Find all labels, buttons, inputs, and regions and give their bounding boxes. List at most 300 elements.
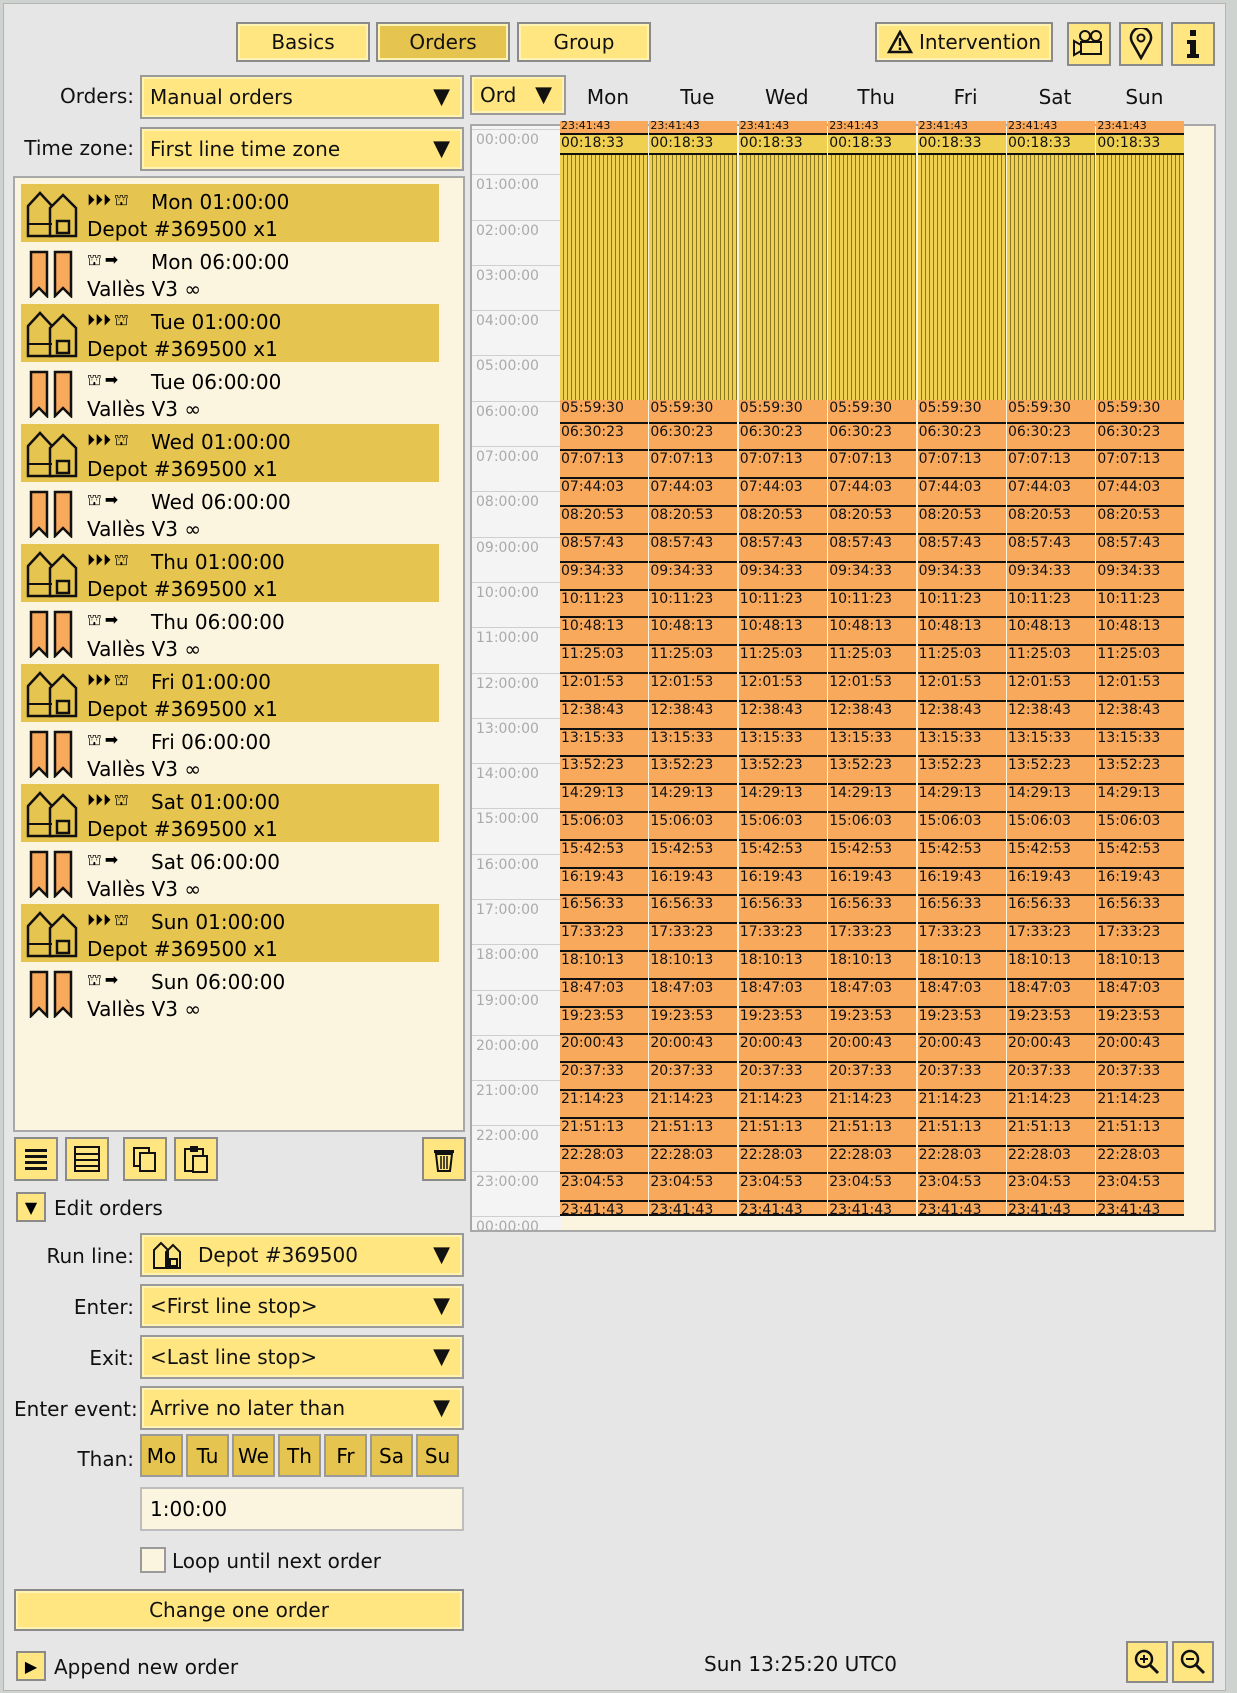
- order-row[interactable]: [21, 364, 439, 422]
- depot-block[interactable]: [739, 135, 827, 400]
- order-row[interactable]: [21, 544, 439, 602]
- departure-cell[interactable]: 18:47:03: [739, 980, 827, 1008]
- order-row[interactable]: [21, 184, 439, 242]
- departure-cell[interactable]: 17:33:23: [739, 924, 827, 952]
- departure-cell[interactable]: 07:07:13: [739, 451, 827, 479]
- departure-cell[interactable]: 12:01:53: [918, 674, 1006, 702]
- departure-cell[interactable]: 08:57:43: [1096, 535, 1184, 563]
- chevron-down-icon: ▼: [433, 1242, 450, 1268]
- departure-cell[interactable]: 05:59:30: [739, 400, 827, 423]
- departure-cell[interactable]: 10:11:23: [918, 591, 1006, 619]
- hour-label: 13:00:00: [476, 720, 539, 737]
- departure-cell[interactable]: 18:47:03: [918, 980, 1006, 1008]
- timetable-day-column: [560, 121, 648, 1217]
- departure-cell[interactable]: 23:41:43: [1096, 121, 1184, 135]
- departure-cell[interactable]: 12:01:53: [1007, 674, 1095, 702]
- departure-cell[interactable]: 15:42:53: [918, 841, 1006, 869]
- departure-cell[interactable]: 12:38:43: [1096, 702, 1184, 730]
- list-view-button[interactable]: [14, 1137, 58, 1181]
- departure-cell[interactable]: 13:52:23: [1096, 757, 1184, 785]
- departure-cell[interactable]: 07:44:03: [828, 479, 916, 507]
- departure-cell[interactable]: 07:07:13: [1096, 451, 1184, 479]
- departure-cell[interactable]: 21:51:13: [918, 1119, 1006, 1147]
- departure-cell[interactable]: 07:07:13: [828, 451, 916, 479]
- hour-label: 07:00:00: [476, 449, 539, 466]
- departure-cell[interactable]: 11:25:03: [649, 646, 737, 674]
- departure-cell[interactable]: 13:52:23: [828, 757, 916, 785]
- departure-cell[interactable]: 08:20:53: [918, 507, 1006, 535]
- departure-cell[interactable]: 21:14:23: [739, 1091, 827, 1119]
- departure-cell[interactable]: 22:28:03: [918, 1147, 1006, 1175]
- order-time: Fri 06:00:00: [151, 730, 272, 754]
- departure-cell[interactable]: 13:15:33: [828, 730, 916, 758]
- departure-cell[interactable]: 21:51:13: [560, 1119, 648, 1147]
- departure-cell[interactable]: 12:38:43: [649, 702, 737, 730]
- time-input[interactable]: [140, 1487, 464, 1531]
- departure-cell[interactable]: 15:42:53: [1096, 841, 1184, 869]
- station-icon: ⛫: [87, 370, 102, 389]
- departure-cell[interactable]: 10:11:23: [649, 591, 737, 619]
- paste-button[interactable]: [174, 1137, 218, 1181]
- intervention-button[interactable]: [875, 22, 1053, 62]
- hour-label: 23:00:00: [476, 1173, 539, 1190]
- departure-cell[interactable]: 20:37:33: [1007, 1063, 1095, 1091]
- departure-cell[interactable]: 07:07:13: [560, 451, 648, 479]
- departure-cell[interactable]: 23:04:53: [1096, 1174, 1184, 1202]
- departure-cell[interactable]: 23:41:43: [739, 1202, 827, 1216]
- order-name: Depot #369500 x1: [87, 697, 278, 721]
- departure-cell[interactable]: 13:52:23: [739, 757, 827, 785]
- depot-block-label: 00:18:33: [918, 135, 1006, 155]
- departure-cell[interactable]: 07:44:03: [1007, 479, 1095, 507]
- departure-cell[interactable]: 18:10:13: [918, 952, 1006, 980]
- departure-cell[interactable]: 12:38:43: [918, 702, 1006, 730]
- departure-cell[interactable]: 16:19:43: [1007, 869, 1095, 897]
- order-time: Wed 06:00:00: [151, 490, 291, 514]
- departure-cell[interactable]: 16:19:43: [649, 869, 737, 897]
- order-row[interactable]: [21, 244, 439, 302]
- departure-cell[interactable]: 07:07:13: [649, 451, 737, 479]
- copy-button[interactable]: [123, 1137, 167, 1181]
- departure-cell[interactable]: 15:42:53: [1007, 841, 1095, 869]
- departure-cell[interactable]: 16:56:33: [828, 896, 916, 924]
- departure-cell[interactable]: 15:42:53: [828, 841, 916, 869]
- departure-cell[interactable]: 13:52:23: [1007, 757, 1095, 785]
- departure-cell[interactable]: 23:41:43: [1007, 121, 1095, 135]
- than-day-button[interactable]: Mo: [140, 1434, 183, 1477]
- departure-cell[interactable]: 16:19:43: [828, 869, 916, 897]
- departure-cell[interactable]: 08:20:53: [828, 507, 916, 535]
- departure-cell[interactable]: 22:28:03: [1096, 1147, 1184, 1175]
- departure-cell[interactable]: 21:14:23: [918, 1091, 1006, 1119]
- hour-label: 17:00:00: [476, 901, 539, 918]
- than-day-button[interactable]: Sa: [370, 1434, 413, 1477]
- departure-cell[interactable]: 05:59:30: [918, 400, 1006, 423]
- departure-cell[interactable]: 10:11:23: [1007, 591, 1095, 619]
- arrow-right-icon: ➡: [104, 730, 119, 749]
- depot-block[interactable]: [1096, 135, 1184, 400]
- depot-block[interactable]: [560, 135, 648, 400]
- departure-cell[interactable]: 06:30:23: [739, 424, 827, 452]
- departure-cell[interactable]: 10:48:13: [560, 618, 648, 646]
- depot-block[interactable]: [1007, 135, 1095, 400]
- departure-cell[interactable]: 23:04:53: [918, 1174, 1006, 1202]
- time-input-value: 1:00:00: [150, 1497, 228, 1521]
- departure-cell[interactable]: 13:52:23: [649, 757, 737, 785]
- departure-cell[interactable]: 13:52:23: [560, 757, 648, 785]
- departure-cell[interactable]: 05:59:30: [560, 400, 648, 423]
- order-row[interactable]: [21, 784, 439, 842]
- departure-cell[interactable]: 17:33:23: [560, 924, 648, 952]
- departure-cell[interactable]: 15:42:53: [560, 841, 648, 869]
- departure-cell[interactable]: 06:30:23: [918, 424, 1006, 452]
- departure-cell[interactable]: 23:41:43: [828, 1202, 916, 1216]
- than-day-button[interactable]: Su: [416, 1434, 459, 1477]
- departure-cell[interactable]: 21:14:23: [828, 1091, 916, 1119]
- departure-cell[interactable]: 23:04:53: [739, 1174, 827, 1202]
- departure-cell[interactable]: 18:10:13: [1007, 952, 1095, 980]
- departure-cell[interactable]: 14:29:13: [1007, 785, 1095, 813]
- departure-cell[interactable]: 08:57:43: [560, 535, 648, 563]
- departure-cell[interactable]: 20:37:33: [649, 1063, 737, 1091]
- departure-cell[interactable]: 21:51:13: [1007, 1119, 1095, 1147]
- departure-cell[interactable]: 18:47:03: [560, 980, 648, 1008]
- departure-cell[interactable]: 09:34:33: [918, 563, 1006, 591]
- departure-cell[interactable]: 20:00:43: [828, 1035, 916, 1063]
- timetable-day-column: [1096, 121, 1184, 1217]
- departure-cell[interactable]: 12:38:43: [739, 702, 827, 730]
- timezone-select[interactable]: [140, 127, 464, 171]
- departure-cell[interactable]: 21:51:13: [739, 1119, 827, 1147]
- departure-cell[interactable]: 16:56:33: [739, 896, 827, 924]
- departure-cell[interactable]: 16:19:43: [739, 869, 827, 897]
- than-day-button[interactable]: Fr: [324, 1434, 367, 1477]
- departure-cell[interactable]: 19:23:53: [739, 1008, 827, 1036]
- info-button[interactable]: [1171, 22, 1215, 66]
- departure-cell[interactable]: 05:59:30: [1007, 400, 1095, 423]
- departure-cell[interactable]: 08:20:53: [649, 507, 737, 535]
- departure-cell[interactable]: 19:23:53: [649, 1008, 737, 1036]
- delete-button[interactable]: [422, 1137, 466, 1181]
- departure-cell[interactable]: 16:56:33: [649, 896, 737, 924]
- departure-cell[interactable]: 17:33:23: [918, 924, 1006, 952]
- depot-block-label: 00:18:33: [1007, 135, 1095, 155]
- departure-cell[interactable]: 09:34:33: [739, 563, 827, 591]
- departure-cell[interactable]: 06:30:23: [1007, 424, 1095, 452]
- copy-icon: [131, 1145, 159, 1173]
- departure-cell[interactable]: 23:41:43: [918, 121, 1006, 135]
- hour-label: 00:00:00: [476, 132, 539, 148]
- order-row[interactable]: [21, 904, 439, 962]
- departure-cell[interactable]: 20:00:43: [1007, 1035, 1095, 1063]
- departure-cell[interactable]: 07:44:03: [649, 479, 737, 507]
- departure-cell[interactable]: 21:51:13: [649, 1119, 737, 1147]
- zoom-out-button[interactable]: [1172, 1641, 1214, 1683]
- departure-cell[interactable]: 19:23:53: [1096, 1008, 1184, 1036]
- order-row[interactable]: [21, 484, 439, 542]
- departure-cell[interactable]: 20:37:33: [560, 1063, 648, 1091]
- departure-cell[interactable]: 23:04:53: [1007, 1174, 1095, 1202]
- departure-cell[interactable]: 15:42:53: [739, 841, 827, 869]
- departure-cell[interactable]: 23:41:43: [649, 121, 737, 135]
- departure-cell[interactable]: 10:11:23: [560, 591, 648, 619]
- departure-cell[interactable]: 23:41:43: [1096, 1202, 1184, 1216]
- departure-cell[interactable]: 21:14:23: [1096, 1091, 1184, 1119]
- departure-cell[interactable]: 06:30:23: [1096, 424, 1184, 452]
- line-icon: [25, 248, 79, 302]
- departure-cell[interactable]: 11:25:03: [828, 646, 916, 674]
- tab-orders[interactable]: Orders: [376, 22, 510, 62]
- departure-cell[interactable]: 22:28:03: [560, 1147, 648, 1175]
- departure-cell[interactable]: 15:06:03: [1096, 813, 1184, 841]
- departure-cell[interactable]: 15:06:03: [1007, 813, 1095, 841]
- departure-cell[interactable]: 12:01:53: [828, 674, 916, 702]
- than-day-button[interactable]: We: [232, 1434, 275, 1477]
- exit-select[interactable]: [140, 1335, 464, 1379]
- departure-cell[interactable]: 20:00:43: [649, 1035, 737, 1063]
- departure-cell[interactable]: 12:01:53: [739, 674, 827, 702]
- departure-cell[interactable]: 05:59:30: [828, 400, 916, 423]
- departure-cell[interactable]: 16:56:33: [560, 896, 648, 924]
- list-detail-button[interactable]: [65, 1137, 109, 1181]
- departure-cell[interactable]: 10:11:23: [739, 591, 827, 619]
- departure-cell[interactable]: 20:00:43: [918, 1035, 1006, 1063]
- departure-cell[interactable]: 07:07:13: [918, 451, 1006, 479]
- order-row[interactable]: [21, 844, 439, 902]
- departure-cell[interactable]: 09:34:33: [1007, 563, 1095, 591]
- departure-cell[interactable]: 23:41:43: [560, 121, 648, 135]
- departure-cell[interactable]: 12:38:43: [828, 702, 916, 730]
- departure-cell[interactable]: 18:47:03: [828, 980, 916, 1008]
- departure-cell[interactable]: 08:20:53: [560, 507, 648, 535]
- tab-group[interactable]: Group: [517, 22, 651, 62]
- departure-cell[interactable]: 18:10:13: [560, 952, 648, 980]
- departure-cell[interactable]: 19:23:53: [560, 1008, 648, 1036]
- departure-cell[interactable]: 16:19:43: [918, 869, 1006, 897]
- departure-cell[interactable]: 15:42:53: [649, 841, 737, 869]
- departure-cell[interactable]: 21:51:13: [1096, 1119, 1184, 1147]
- departure-cell[interactable]: 20:37:33: [1096, 1063, 1184, 1091]
- departure-cell[interactable]: 08:57:43: [918, 535, 1006, 563]
- departure-cell[interactable]: 07:44:03: [560, 479, 648, 507]
- order-time: Sun 06:00:00: [151, 970, 286, 994]
- departure-cell[interactable]: 16:56:33: [1007, 896, 1095, 924]
- departure-cell[interactable]: 12:38:43: [560, 702, 648, 730]
- departure-cell[interactable]: 11:25:03: [918, 646, 1006, 674]
- departure-cell[interactable]: 16:56:33: [918, 896, 1006, 924]
- departure-cell[interactable]: 23:04:53: [649, 1174, 737, 1202]
- departure-cell[interactable]: 15:06:03: [560, 813, 648, 841]
- order-row[interactable]: [21, 604, 439, 662]
- departure-cell[interactable]: 09:34:33: [649, 563, 737, 591]
- change-order-button[interactable]: Change one order: [14, 1589, 464, 1631]
- departure-cell[interactable]: 15:06:03: [649, 813, 737, 841]
- camera-button[interactable]: [1067, 22, 1111, 66]
- zoom-in-button[interactable]: [1126, 1641, 1168, 1683]
- departure-cell[interactable]: 20:37:33: [739, 1063, 827, 1091]
- departure-cell[interactable]: 08:57:43: [1007, 535, 1095, 563]
- departure-cell[interactable]: 07:44:03: [739, 479, 827, 507]
- departure-cell[interactable]: 13:52:23: [918, 757, 1006, 785]
- departure-cell[interactable]: 16:19:43: [1096, 869, 1184, 897]
- departure-cell[interactable]: 17:33:23: [1007, 924, 1095, 952]
- orders-select[interactable]: [140, 75, 464, 119]
- timetable[interactable]: [470, 121, 1216, 1235]
- append-order-toggle[interactable]: [16, 1651, 46, 1681]
- depot-block[interactable]: [918, 135, 1006, 400]
- departure-cell[interactable]: 12:01:53: [560, 674, 648, 702]
- departure-cell[interactable]: 23:41:43: [918, 1202, 1006, 1216]
- enter-event-select[interactable]: [140, 1386, 464, 1430]
- departure-cell[interactable]: 20:37:33: [828, 1063, 916, 1091]
- departure-cell[interactable]: 18:47:03: [1096, 980, 1184, 1008]
- departure-cell[interactable]: 08:57:43: [649, 535, 737, 563]
- hour-label: 01:00:00: [476, 177, 539, 194]
- departure-cell[interactable]: 23:41:43: [649, 1202, 737, 1216]
- departure-cell[interactable]: 13:15:33: [649, 730, 737, 758]
- departure-cell[interactable]: 15:06:03: [918, 813, 1006, 841]
- departure-cell[interactable]: 22:28:03: [649, 1147, 737, 1175]
- departure-cell[interactable]: 18:47:03: [649, 980, 737, 1008]
- departure-cell[interactable]: 11:25:03: [739, 646, 827, 674]
- departure-cell[interactable]: 10:48:13: [828, 618, 916, 646]
- departure-cell[interactable]: 10:48:13: [649, 618, 737, 646]
- departure-cell[interactable]: 20:00:43: [1096, 1035, 1184, 1063]
- departure-cell[interactable]: 23:41:43: [739, 121, 827, 135]
- hour-label: 03:00:00: [476, 267, 539, 284]
- ord-select[interactable]: [470, 75, 566, 115]
- enter-select[interactable]: [140, 1284, 464, 1328]
- departure-cell[interactable]: 11:25:03: [1007, 646, 1095, 674]
- edit-orders-toggle[interactable]: [16, 1192, 46, 1222]
- tab-basics[interactable]: Basics: [236, 22, 370, 62]
- loop-checkbox[interactable]: [140, 1547, 166, 1573]
- departure-cell[interactable]: 14:29:13: [918, 785, 1006, 813]
- departure-cell[interactable]: 09:34:33: [560, 563, 648, 591]
- departure-cell[interactable]: 08:57:43: [828, 535, 916, 563]
- departure-cell[interactable]: 14:29:13: [1096, 785, 1184, 813]
- departure-cell[interactable]: 22:28:03: [828, 1147, 916, 1175]
- departure-cell[interactable]: 15:06:03: [739, 813, 827, 841]
- departure-cell[interactable]: 14:29:13: [560, 785, 648, 813]
- order-row[interactable]: [21, 724, 439, 782]
- order-row[interactable]: [21, 424, 439, 482]
- departure-cell[interactable]: 21:14:23: [649, 1091, 737, 1119]
- departure-cell[interactable]: 23:04:53: [560, 1174, 648, 1202]
- departure-cell[interactable]: 05:59:30: [649, 400, 737, 423]
- departure-cell[interactable]: 06:30:23: [560, 424, 648, 452]
- departure-cell[interactable]: 13:15:33: [560, 730, 648, 758]
- departure-cell[interactable]: 19:23:53: [1007, 1008, 1095, 1036]
- departure-cell[interactable]: 17:33:23: [649, 924, 737, 952]
- departure-cell[interactable]: 08:20:53: [739, 507, 827, 535]
- departure-cell[interactable]: 18:10:13: [739, 952, 827, 980]
- departure-cell[interactable]: 22:28:03: [739, 1147, 827, 1175]
- departure-cell[interactable]: 18:10:13: [1096, 952, 1184, 980]
- departure-cell[interactable]: 18:47:03: [1007, 980, 1095, 1008]
- order-row[interactable]: [21, 964, 439, 1022]
- departure-cell[interactable]: 14:29:13: [828, 785, 916, 813]
- departure-cell[interactable]: 19:23:53: [828, 1008, 916, 1036]
- departure-cell[interactable]: 19:23:53: [918, 1008, 1006, 1036]
- hour-label: 20:00:00: [476, 1037, 539, 1054]
- departure-cell[interactable]: 12:01:53: [649, 674, 737, 702]
- departure-cell[interactable]: 20:37:33: [918, 1063, 1006, 1091]
- departure-cell[interactable]: 13:15:33: [918, 730, 1006, 758]
- than-day-button[interactable]: Tu: [186, 1434, 229, 1477]
- order-row[interactable]: [21, 664, 439, 722]
- departure-cell[interactable]: 20:00:43: [739, 1035, 827, 1063]
- departure-cell[interactable]: 07:44:03: [918, 479, 1006, 507]
- departure-cell[interactable]: 12:01:53: [1096, 674, 1184, 702]
- departure-cell[interactable]: 06:30:23: [649, 424, 737, 452]
- departure-cell[interactable]: 23:41:43: [828, 121, 916, 135]
- departure-cell[interactable]: 21:14:23: [1007, 1091, 1095, 1119]
- run-line-select[interactable]: [140, 1233, 464, 1277]
- departure-cell[interactable]: 11:25:03: [560, 646, 648, 674]
- departure-cell[interactable]: 23:04:53: [828, 1174, 916, 1202]
- departure-cell[interactable]: 10:11:23: [828, 591, 916, 619]
- departure-cell[interactable]: 08:20:53: [1007, 507, 1095, 535]
- depot-block[interactable]: [649, 135, 737, 400]
- departure-cell[interactable]: 13:15:33: [1096, 730, 1184, 758]
- depot-block[interactable]: [828, 135, 916, 400]
- departure-cell[interactable]: 08:20:53: [1096, 507, 1184, 535]
- departure-cell[interactable]: 14:29:13: [739, 785, 827, 813]
- departure-cell[interactable]: 17:33:23: [828, 924, 916, 952]
- departure-cell[interactable]: 13:15:33: [1007, 730, 1095, 758]
- departure-cell[interactable]: 10:48:13: [739, 618, 827, 646]
- run-line-value: Depot #369500: [198, 1243, 358, 1267]
- departure-cell[interactable]: 08:57:43: [739, 535, 827, 563]
- departure-cell[interactable]: 21:14:23: [560, 1091, 648, 1119]
- hour-line: [472, 491, 560, 492]
- departure-cell[interactable]: 21:51:13: [828, 1119, 916, 1147]
- departure-cell[interactable]: 20:00:43: [560, 1035, 648, 1063]
- locate-button[interactable]: [1119, 22, 1163, 66]
- departure-cell[interactable]: 07:07:13: [1007, 451, 1095, 479]
- departure-cell[interactable]: 16:19:43: [560, 869, 648, 897]
- departure-cell[interactable]: 14:29:13: [649, 785, 737, 813]
- departure-cell[interactable]: 16:56:33: [1096, 896, 1184, 924]
- departure-cell[interactable]: 10:48:13: [918, 618, 1006, 646]
- departure-cell[interactable]: 12:38:43: [1007, 702, 1095, 730]
- departure-cell[interactable]: 09:34:33: [1096, 563, 1184, 591]
- departure-cell[interactable]: 06:30:23: [828, 424, 916, 452]
- departure-cell[interactable]: 18:10:13: [649, 952, 737, 980]
- departure-cell[interactable]: 10:11:23: [1096, 591, 1184, 619]
- departure-cell[interactable]: 15:06:03: [828, 813, 916, 841]
- hour-label: 10:00:00: [476, 584, 539, 601]
- order-row[interactable]: [21, 304, 439, 362]
- departure-cell[interactable]: 11:25:03: [1096, 646, 1184, 674]
- departure-cell[interactable]: 07:44:03: [1096, 479, 1184, 507]
- departure-cell[interactable]: 17:33:23: [1096, 924, 1184, 952]
- hour-line: [472, 310, 560, 311]
- departure-cell[interactable]: 05:59:30: [1096, 400, 1184, 423]
- departure-cell[interactable]: 23:41:43: [1007, 1202, 1095, 1216]
- departure-cell[interactable]: 09:34:33: [828, 563, 916, 591]
- departure-cell[interactable]: 23:41:43: [560, 1202, 648, 1216]
- than-day-button[interactable]: Th: [278, 1434, 321, 1477]
- departure-cell[interactable]: 10:48:13: [1096, 618, 1184, 646]
- departure-cell[interactable]: 10:48:13: [1007, 618, 1095, 646]
- departure-cell[interactable]: 22:28:03: [1007, 1147, 1095, 1175]
- departure-cell[interactable]: 18:10:13: [828, 952, 916, 980]
- hour-label: 12:00:00: [476, 675, 539, 692]
- order-list[interactable]: [13, 176, 465, 1132]
- departure-cell[interactable]: 13:15:33: [739, 730, 827, 758]
